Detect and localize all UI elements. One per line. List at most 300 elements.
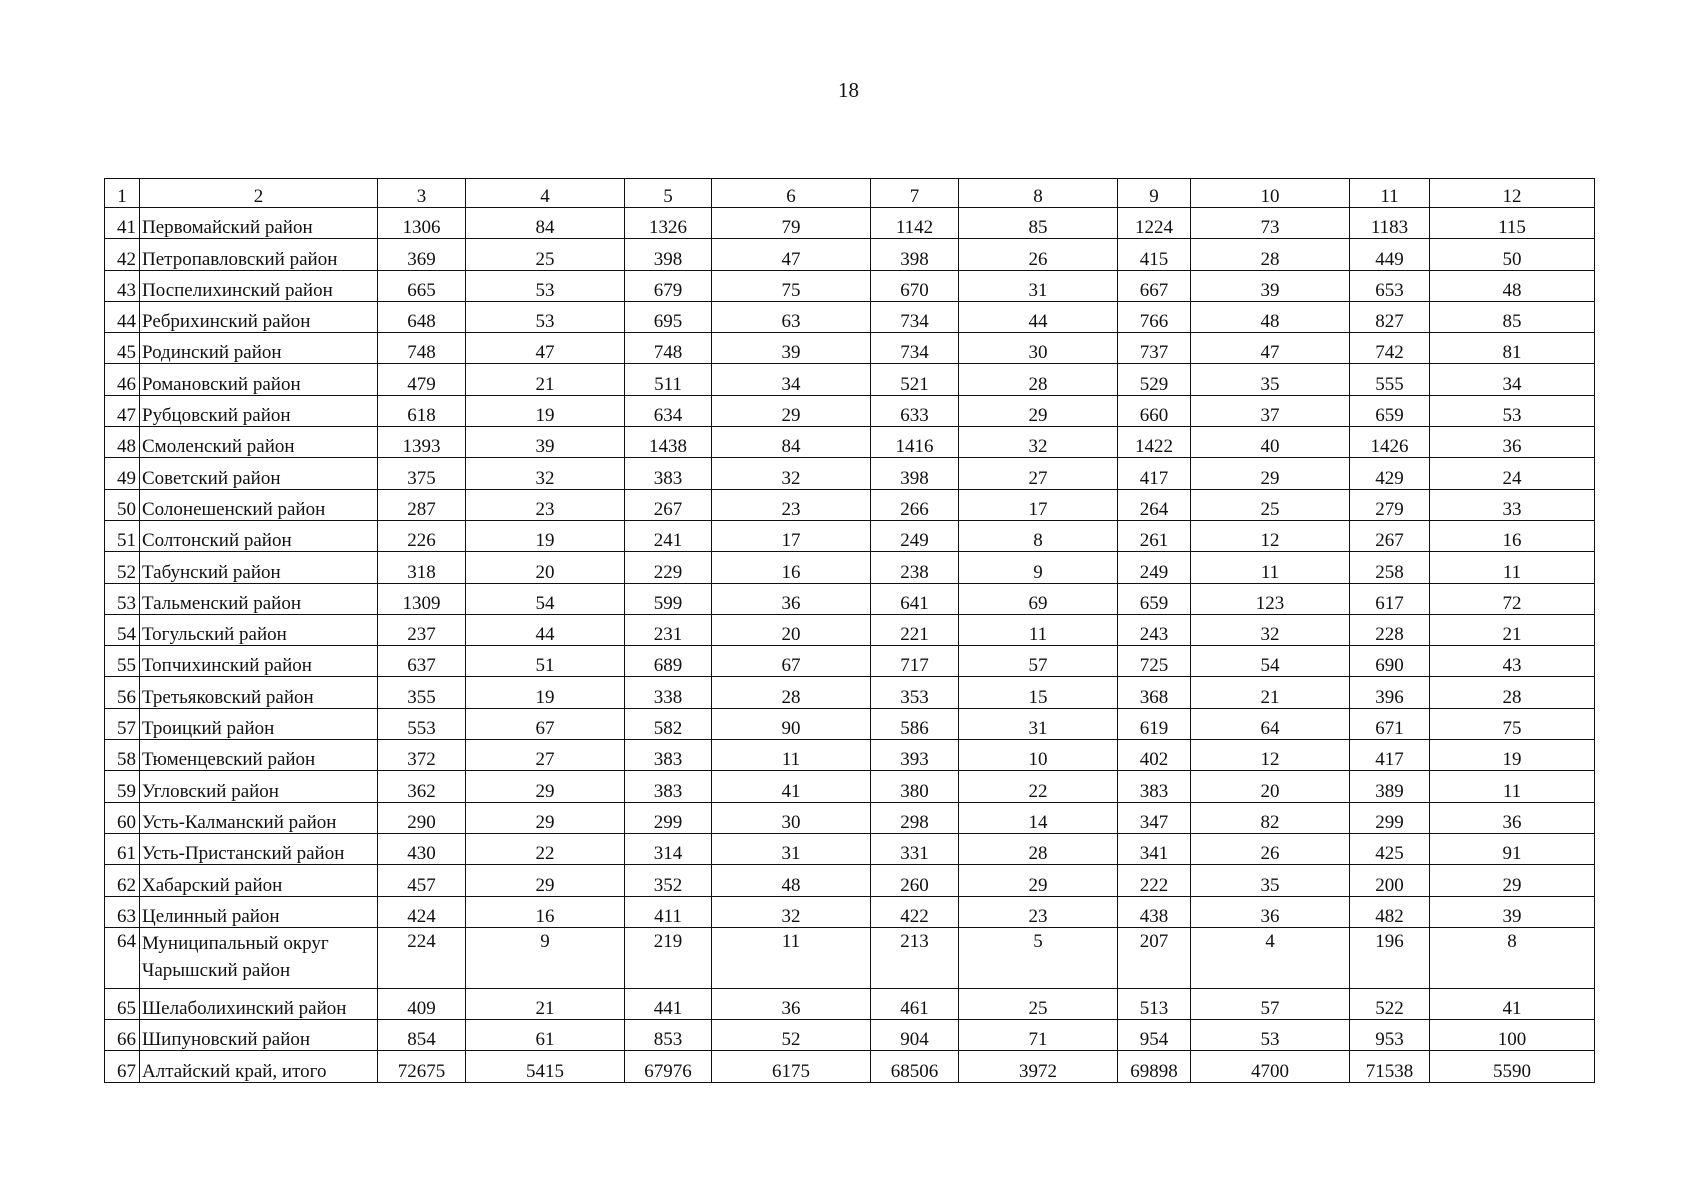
value-cell-col-5: 314 xyxy=(625,833,712,864)
value-cell-col-8: 10 xyxy=(959,740,1118,771)
value-cell-col-4: 5415 xyxy=(466,1051,625,1082)
value-cell-col-12: 115 xyxy=(1430,208,1595,239)
value-cell-col-6: 47 xyxy=(712,239,871,270)
column-header-11: 11 xyxy=(1350,179,1430,208)
value-cell-col-4: 47 xyxy=(466,333,625,364)
value-cell-col-3: 226 xyxy=(378,520,466,551)
table-row xyxy=(105,1020,1595,1051)
value-cell-col-6: 32 xyxy=(712,458,871,489)
value-cell-col-7: 68506 xyxy=(871,1051,959,1082)
value-cell-col-4: 22 xyxy=(466,833,625,864)
table-row xyxy=(105,708,1595,739)
value-cell-col-12: 11 xyxy=(1430,552,1595,583)
value-cell-col-7: 461 xyxy=(871,988,959,1019)
value-cell-col-4: 25 xyxy=(466,239,625,270)
value-cell-col-10: 82 xyxy=(1191,802,1350,833)
district-name-cell: Советский район xyxy=(140,458,378,489)
value-cell-col-6: 6175 xyxy=(712,1051,871,1082)
value-cell-col-12: 11 xyxy=(1430,771,1595,802)
value-cell-col-11: 659 xyxy=(1350,395,1430,426)
value-cell-col-12: 72 xyxy=(1430,583,1595,614)
value-cell-col-7: 670 xyxy=(871,270,959,301)
statistics-table xyxy=(104,178,1595,1083)
value-cell-col-8: 28 xyxy=(959,364,1118,395)
value-cell-col-9: 954 xyxy=(1118,1020,1191,1051)
value-cell-col-12: 81 xyxy=(1430,333,1595,364)
value-cell-col-8: 31 xyxy=(959,270,1118,301)
value-cell-col-3: 637 xyxy=(378,646,466,677)
page-number: 18 xyxy=(838,78,859,102)
value-cell-col-6: 36 xyxy=(712,583,871,614)
value-cell-col-6: 84 xyxy=(712,427,871,458)
table-row xyxy=(105,1051,1595,1082)
value-cell-col-5: 383 xyxy=(625,458,712,489)
value-cell-col-12: 50 xyxy=(1430,239,1595,270)
value-cell-col-4: 19 xyxy=(466,395,625,426)
value-cell-col-12: 48 xyxy=(1430,270,1595,301)
value-cell-col-9: 417 xyxy=(1118,458,1191,489)
value-cell-col-10: 28 xyxy=(1191,239,1350,270)
row-number-cell: 56 xyxy=(105,677,140,708)
district-name-cell: Петропавловский район xyxy=(140,239,378,270)
value-cell-col-9: 415 xyxy=(1118,239,1191,270)
value-cell-col-10: 64 xyxy=(1191,708,1350,739)
value-cell-col-4: 29 xyxy=(466,802,625,833)
value-cell-col-3: 375 xyxy=(378,458,466,489)
value-cell-col-8: 25 xyxy=(959,988,1118,1019)
value-cell-col-3: 479 xyxy=(378,364,466,395)
value-cell-col-6: 52 xyxy=(712,1020,871,1051)
value-cell-col-6: 16 xyxy=(712,552,871,583)
value-cell-col-4: 19 xyxy=(466,520,625,551)
row-number-cell: 42 xyxy=(105,239,140,270)
value-cell-col-11: 389 xyxy=(1350,771,1430,802)
value-cell-col-9: 619 xyxy=(1118,708,1191,739)
value-cell-col-6: 17 xyxy=(712,520,871,551)
table-row xyxy=(105,395,1595,426)
value-cell-col-7: 380 xyxy=(871,771,959,802)
value-cell-col-4: 44 xyxy=(466,614,625,645)
value-cell-col-10: 36 xyxy=(1191,896,1350,927)
row-number-cell: 48 xyxy=(105,427,140,458)
row-number-cell: 41 xyxy=(105,208,140,239)
value-cell-col-9: 341 xyxy=(1118,833,1191,864)
value-cell-col-11: 742 xyxy=(1350,333,1430,364)
value-cell-col-7: 221 xyxy=(871,614,959,645)
district-name-cell: Первомайский район xyxy=(140,208,378,239)
value-cell-col-8: 32 xyxy=(959,427,1118,458)
district-name-cell: Усть-Калманский район xyxy=(140,802,378,833)
value-cell-col-12: 24 xyxy=(1430,458,1595,489)
value-cell-col-11: 396 xyxy=(1350,677,1430,708)
value-cell-col-8: 8 xyxy=(959,520,1118,551)
value-cell-col-5: 689 xyxy=(625,646,712,677)
value-cell-col-4: 51 xyxy=(466,646,625,677)
value-cell-col-11: 267 xyxy=(1350,520,1430,551)
value-cell-col-3: 665 xyxy=(378,270,466,301)
value-cell-col-7: 586 xyxy=(871,708,959,739)
column-header-4: 4 xyxy=(466,179,625,208)
value-cell-col-8: 11 xyxy=(959,614,1118,645)
value-cell-col-6: 28 xyxy=(712,677,871,708)
value-cell-col-4: 20 xyxy=(466,552,625,583)
value-cell-col-9: 368 xyxy=(1118,677,1191,708)
value-cell-col-10: 21 xyxy=(1191,677,1350,708)
value-cell-col-10: 57 xyxy=(1191,988,1350,1019)
row-number-cell: 61 xyxy=(105,833,140,864)
value-cell-col-12: 33 xyxy=(1430,489,1595,520)
value-cell-col-3: 1306 xyxy=(378,208,466,239)
value-cell-col-7: 238 xyxy=(871,552,959,583)
column-header-9: 9 xyxy=(1118,179,1191,208)
value-cell-col-8: 14 xyxy=(959,802,1118,833)
value-cell-col-5: 748 xyxy=(625,333,712,364)
value-cell-col-10: 25 xyxy=(1191,489,1350,520)
value-cell-col-5: 695 xyxy=(625,301,712,332)
value-cell-col-12: 91 xyxy=(1430,833,1595,864)
value-cell-col-9: 222 xyxy=(1118,865,1191,896)
table-row xyxy=(105,740,1595,771)
value-cell-col-8: 27 xyxy=(959,458,1118,489)
row-number-cell: 55 xyxy=(105,646,140,677)
value-cell-col-5: 582 xyxy=(625,708,712,739)
value-cell-col-12: 36 xyxy=(1430,427,1595,458)
value-cell-col-5: 679 xyxy=(625,270,712,301)
value-cell-col-10: 29 xyxy=(1191,458,1350,489)
value-cell-col-10: 37 xyxy=(1191,395,1350,426)
value-cell-col-5: 441 xyxy=(625,988,712,1019)
district-name-cell: Тюменцевский район xyxy=(140,740,378,771)
district-name-cell: Усть-Пристанский район xyxy=(140,833,378,864)
value-cell-col-4: 16 xyxy=(466,896,625,927)
district-name-cell: Топчихинский район xyxy=(140,646,378,677)
value-cell-col-6: 39 xyxy=(712,333,871,364)
value-cell-col-7: 641 xyxy=(871,583,959,614)
row-number-cell: 59 xyxy=(105,771,140,802)
value-cell-col-5: 383 xyxy=(625,740,712,771)
value-cell-col-4: 21 xyxy=(466,988,625,1019)
value-cell-col-12: 75 xyxy=(1430,708,1595,739)
table-row xyxy=(105,520,1595,551)
value-cell-col-3: 224 xyxy=(378,927,466,988)
value-cell-col-3: 854 xyxy=(378,1020,466,1051)
value-cell-col-9: 529 xyxy=(1118,364,1191,395)
value-cell-col-9: 347 xyxy=(1118,802,1191,833)
row-number-cell: 46 xyxy=(105,364,140,395)
value-cell-col-5: 352 xyxy=(625,865,712,896)
district-name-cell: Романовский район xyxy=(140,364,378,395)
value-cell-col-3: 72675 xyxy=(378,1051,466,1082)
value-cell-col-5: 383 xyxy=(625,771,712,802)
value-cell-col-5: 241 xyxy=(625,520,712,551)
value-cell-col-3: 409 xyxy=(378,988,466,1019)
value-cell-col-12: 85 xyxy=(1430,301,1595,332)
value-cell-col-4: 29 xyxy=(466,865,625,896)
value-cell-col-11: 1183 xyxy=(1350,208,1430,239)
district-name-cell: Целинный район xyxy=(140,896,378,927)
table-row xyxy=(105,583,1595,614)
column-header-2: 2 xyxy=(140,179,378,208)
value-cell-col-9: 1224 xyxy=(1118,208,1191,239)
value-cell-col-8: 44 xyxy=(959,301,1118,332)
value-cell-col-9: 249 xyxy=(1118,552,1191,583)
table-row xyxy=(105,646,1595,677)
value-cell-col-5: 853 xyxy=(625,1020,712,1051)
value-cell-col-8: 17 xyxy=(959,489,1118,520)
row-number-cell: 66 xyxy=(105,1020,140,1051)
district-name-cell: Тогульский район xyxy=(140,614,378,645)
row-number-cell: 65 xyxy=(105,988,140,1019)
table-row xyxy=(105,614,1595,645)
value-cell-col-3: 648 xyxy=(378,301,466,332)
table-row xyxy=(105,677,1595,708)
table-row xyxy=(105,988,1595,1019)
district-name-cell: Третьяковский район xyxy=(140,677,378,708)
district-name-cell: Угловский район xyxy=(140,771,378,802)
value-cell-col-8: 3972 xyxy=(959,1051,1118,1082)
table-body xyxy=(105,179,1595,1083)
value-cell-col-12: 41 xyxy=(1430,988,1595,1019)
value-cell-col-7: 633 xyxy=(871,395,959,426)
value-cell-col-4: 39 xyxy=(466,427,625,458)
value-cell-col-9: 1422 xyxy=(1118,427,1191,458)
row-number-cell: 44 xyxy=(105,301,140,332)
value-cell-col-12: 21 xyxy=(1430,614,1595,645)
value-cell-col-8: 69 xyxy=(959,583,1118,614)
district-name-cell: Троицкий район xyxy=(140,708,378,739)
column-header-1: 1 xyxy=(105,179,140,208)
value-cell-col-8: 9 xyxy=(959,552,1118,583)
value-cell-col-7: 398 xyxy=(871,458,959,489)
value-cell-col-3: 318 xyxy=(378,552,466,583)
value-cell-col-10: 47 xyxy=(1191,333,1350,364)
value-cell-col-9: 659 xyxy=(1118,583,1191,614)
value-cell-col-11: 555 xyxy=(1350,364,1430,395)
value-cell-col-9: 737 xyxy=(1118,333,1191,364)
table-row xyxy=(105,927,1595,988)
value-cell-col-8: 85 xyxy=(959,208,1118,239)
value-cell-col-7: 298 xyxy=(871,802,959,833)
value-cell-col-8: 31 xyxy=(959,708,1118,739)
value-cell-col-10: 54 xyxy=(1191,646,1350,677)
value-cell-col-4: 84 xyxy=(466,208,625,239)
value-cell-col-10: 39 xyxy=(1191,270,1350,301)
value-cell-col-6: 32 xyxy=(712,896,871,927)
row-number-cell: 43 xyxy=(105,270,140,301)
value-cell-col-11: 200 xyxy=(1350,865,1430,896)
column-header-8: 8 xyxy=(959,179,1118,208)
value-cell-col-10: 48 xyxy=(1191,301,1350,332)
value-cell-col-6: 34 xyxy=(712,364,871,395)
value-cell-col-5: 219 xyxy=(625,927,712,988)
district-name-cell: Табунский район xyxy=(140,552,378,583)
value-cell-col-3: 430 xyxy=(378,833,466,864)
value-cell-col-9: 207 xyxy=(1118,927,1191,988)
value-cell-col-7: 266 xyxy=(871,489,959,520)
value-cell-col-11: 1426 xyxy=(1350,427,1430,458)
value-cell-col-11: 279 xyxy=(1350,489,1430,520)
value-cell-col-10: 26 xyxy=(1191,833,1350,864)
row-number-cell: 45 xyxy=(105,333,140,364)
value-cell-col-9: 660 xyxy=(1118,395,1191,426)
value-cell-col-8: 23 xyxy=(959,896,1118,927)
value-cell-col-7: 422 xyxy=(871,896,959,927)
table-row xyxy=(105,552,1595,583)
table-row xyxy=(105,896,1595,927)
value-cell-col-5: 398 xyxy=(625,239,712,270)
table-header-row xyxy=(105,179,1595,208)
value-cell-col-12: 36 xyxy=(1430,802,1595,833)
value-cell-col-12: 43 xyxy=(1430,646,1595,677)
table-row xyxy=(105,333,1595,364)
value-cell-col-3: 618 xyxy=(378,395,466,426)
value-cell-col-7: 717 xyxy=(871,646,959,677)
value-cell-col-9: 725 xyxy=(1118,646,1191,677)
value-cell-col-11: 196 xyxy=(1350,927,1430,988)
value-cell-col-8: 29 xyxy=(959,395,1118,426)
value-cell-col-3: 1309 xyxy=(378,583,466,614)
value-cell-col-4: 53 xyxy=(466,270,625,301)
value-cell-col-9: 438 xyxy=(1118,896,1191,927)
value-cell-col-5: 338 xyxy=(625,677,712,708)
value-cell-col-6: 11 xyxy=(712,740,871,771)
value-cell-col-11: 482 xyxy=(1350,896,1430,927)
value-cell-col-5: 231 xyxy=(625,614,712,645)
row-number-cell: 47 xyxy=(105,395,140,426)
value-cell-col-6: 48 xyxy=(712,865,871,896)
value-cell-col-11: 425 xyxy=(1350,833,1430,864)
value-cell-col-3: 424 xyxy=(378,896,466,927)
value-cell-col-11: 71538 xyxy=(1350,1051,1430,1082)
value-cell-col-3: 372 xyxy=(378,740,466,771)
value-cell-col-7: 353 xyxy=(871,677,959,708)
column-header-3: 3 xyxy=(378,179,466,208)
value-cell-col-12: 16 xyxy=(1430,520,1595,551)
value-cell-col-4: 67 xyxy=(466,708,625,739)
value-cell-col-4: 19 xyxy=(466,677,625,708)
value-cell-col-4: 54 xyxy=(466,583,625,614)
value-cell-col-5: 599 xyxy=(625,583,712,614)
table-row xyxy=(105,208,1595,239)
value-cell-col-11: 690 xyxy=(1350,646,1430,677)
value-cell-col-9: 261 xyxy=(1118,520,1191,551)
value-cell-col-6: 36 xyxy=(712,988,871,1019)
value-cell-col-4: 61 xyxy=(466,1020,625,1051)
value-cell-col-9: 69898 xyxy=(1118,1051,1191,1082)
district-name-cell: Родинский район xyxy=(140,333,378,364)
row-number-cell: 49 xyxy=(105,458,140,489)
value-cell-col-10: 35 xyxy=(1191,865,1350,896)
value-cell-col-10: 123 xyxy=(1191,583,1350,614)
value-cell-col-10: 53 xyxy=(1191,1020,1350,1051)
value-cell-col-10: 4700 xyxy=(1191,1051,1350,1082)
value-cell-col-11: 522 xyxy=(1350,988,1430,1019)
district-name-cell: Ребрихинский район xyxy=(140,301,378,332)
value-cell-col-7: 398 xyxy=(871,239,959,270)
value-cell-col-8: 5 xyxy=(959,927,1118,988)
value-cell-col-10: 4 xyxy=(1191,927,1350,988)
value-cell-col-10: 35 xyxy=(1191,364,1350,395)
value-cell-col-4: 27 xyxy=(466,740,625,771)
value-cell-col-3: 287 xyxy=(378,489,466,520)
value-cell-col-12: 5590 xyxy=(1430,1051,1595,1082)
value-cell-col-5: 229 xyxy=(625,552,712,583)
value-cell-col-3: 748 xyxy=(378,333,466,364)
row-number-cell: 67 xyxy=(105,1051,140,1082)
district-name-cell: Хабарский район xyxy=(140,865,378,896)
value-cell-col-8: 30 xyxy=(959,333,1118,364)
value-cell-col-5: 511 xyxy=(625,364,712,395)
row-number-cell: 62 xyxy=(105,865,140,896)
value-cell-col-8: 71 xyxy=(959,1020,1118,1051)
table-row xyxy=(105,239,1595,270)
table-row xyxy=(105,771,1595,802)
value-cell-col-8: 22 xyxy=(959,771,1118,802)
value-cell-col-6: 11 xyxy=(712,927,871,988)
value-cell-col-8: 29 xyxy=(959,865,1118,896)
value-cell-col-7: 331 xyxy=(871,833,959,864)
value-cell-col-7: 521 xyxy=(871,364,959,395)
value-cell-col-11: 827 xyxy=(1350,301,1430,332)
value-cell-col-11: 258 xyxy=(1350,552,1430,583)
value-cell-col-9: 766 xyxy=(1118,301,1191,332)
value-cell-col-10: 40 xyxy=(1191,427,1350,458)
value-cell-col-10: 20 xyxy=(1191,771,1350,802)
table-row xyxy=(105,865,1595,896)
value-cell-col-7: 393 xyxy=(871,740,959,771)
value-cell-col-11: 429 xyxy=(1350,458,1430,489)
value-cell-col-3: 369 xyxy=(378,239,466,270)
value-cell-col-12: 100 xyxy=(1430,1020,1595,1051)
table-row xyxy=(105,802,1595,833)
value-cell-col-4: 23 xyxy=(466,489,625,520)
value-cell-col-6: 31 xyxy=(712,833,871,864)
value-cell-col-6: 29 xyxy=(712,395,871,426)
district-name-cell: Муниципальный округ Чарышский район xyxy=(140,927,378,988)
row-number-cell: 60 xyxy=(105,802,140,833)
value-cell-col-5: 634 xyxy=(625,395,712,426)
value-cell-col-7: 734 xyxy=(871,301,959,332)
value-cell-col-10: 12 xyxy=(1191,740,1350,771)
row-number-cell: 52 xyxy=(105,552,140,583)
value-cell-col-6: 30 xyxy=(712,802,871,833)
value-cell-col-6: 41 xyxy=(712,771,871,802)
value-cell-col-11: 228 xyxy=(1350,614,1430,645)
value-cell-col-12: 29 xyxy=(1430,865,1595,896)
value-cell-col-11: 617 xyxy=(1350,583,1430,614)
value-cell-col-12: 19 xyxy=(1430,740,1595,771)
value-cell-col-7: 1142 xyxy=(871,208,959,239)
table-row xyxy=(105,364,1595,395)
value-cell-col-7: 213 xyxy=(871,927,959,988)
value-cell-col-3: 362 xyxy=(378,771,466,802)
row-number-cell: 64 xyxy=(105,927,140,988)
value-cell-col-9: 243 xyxy=(1118,614,1191,645)
district-name-cell: Тальменский район xyxy=(140,583,378,614)
value-cell-col-11: 417 xyxy=(1350,740,1430,771)
row-number-cell: 50 xyxy=(105,489,140,520)
district-name-cell: Алтайский край, итого xyxy=(140,1051,378,1082)
value-cell-col-6: 67 xyxy=(712,646,871,677)
value-cell-col-6: 20 xyxy=(712,614,871,645)
row-number-cell: 54 xyxy=(105,614,140,645)
row-number-cell: 51 xyxy=(105,520,140,551)
value-cell-col-4: 53 xyxy=(466,301,625,332)
value-cell-col-12: 8 xyxy=(1430,927,1595,988)
value-cell-col-6: 75 xyxy=(712,270,871,301)
value-cell-col-9: 383 xyxy=(1118,771,1191,802)
value-cell-col-8: 28 xyxy=(959,833,1118,864)
